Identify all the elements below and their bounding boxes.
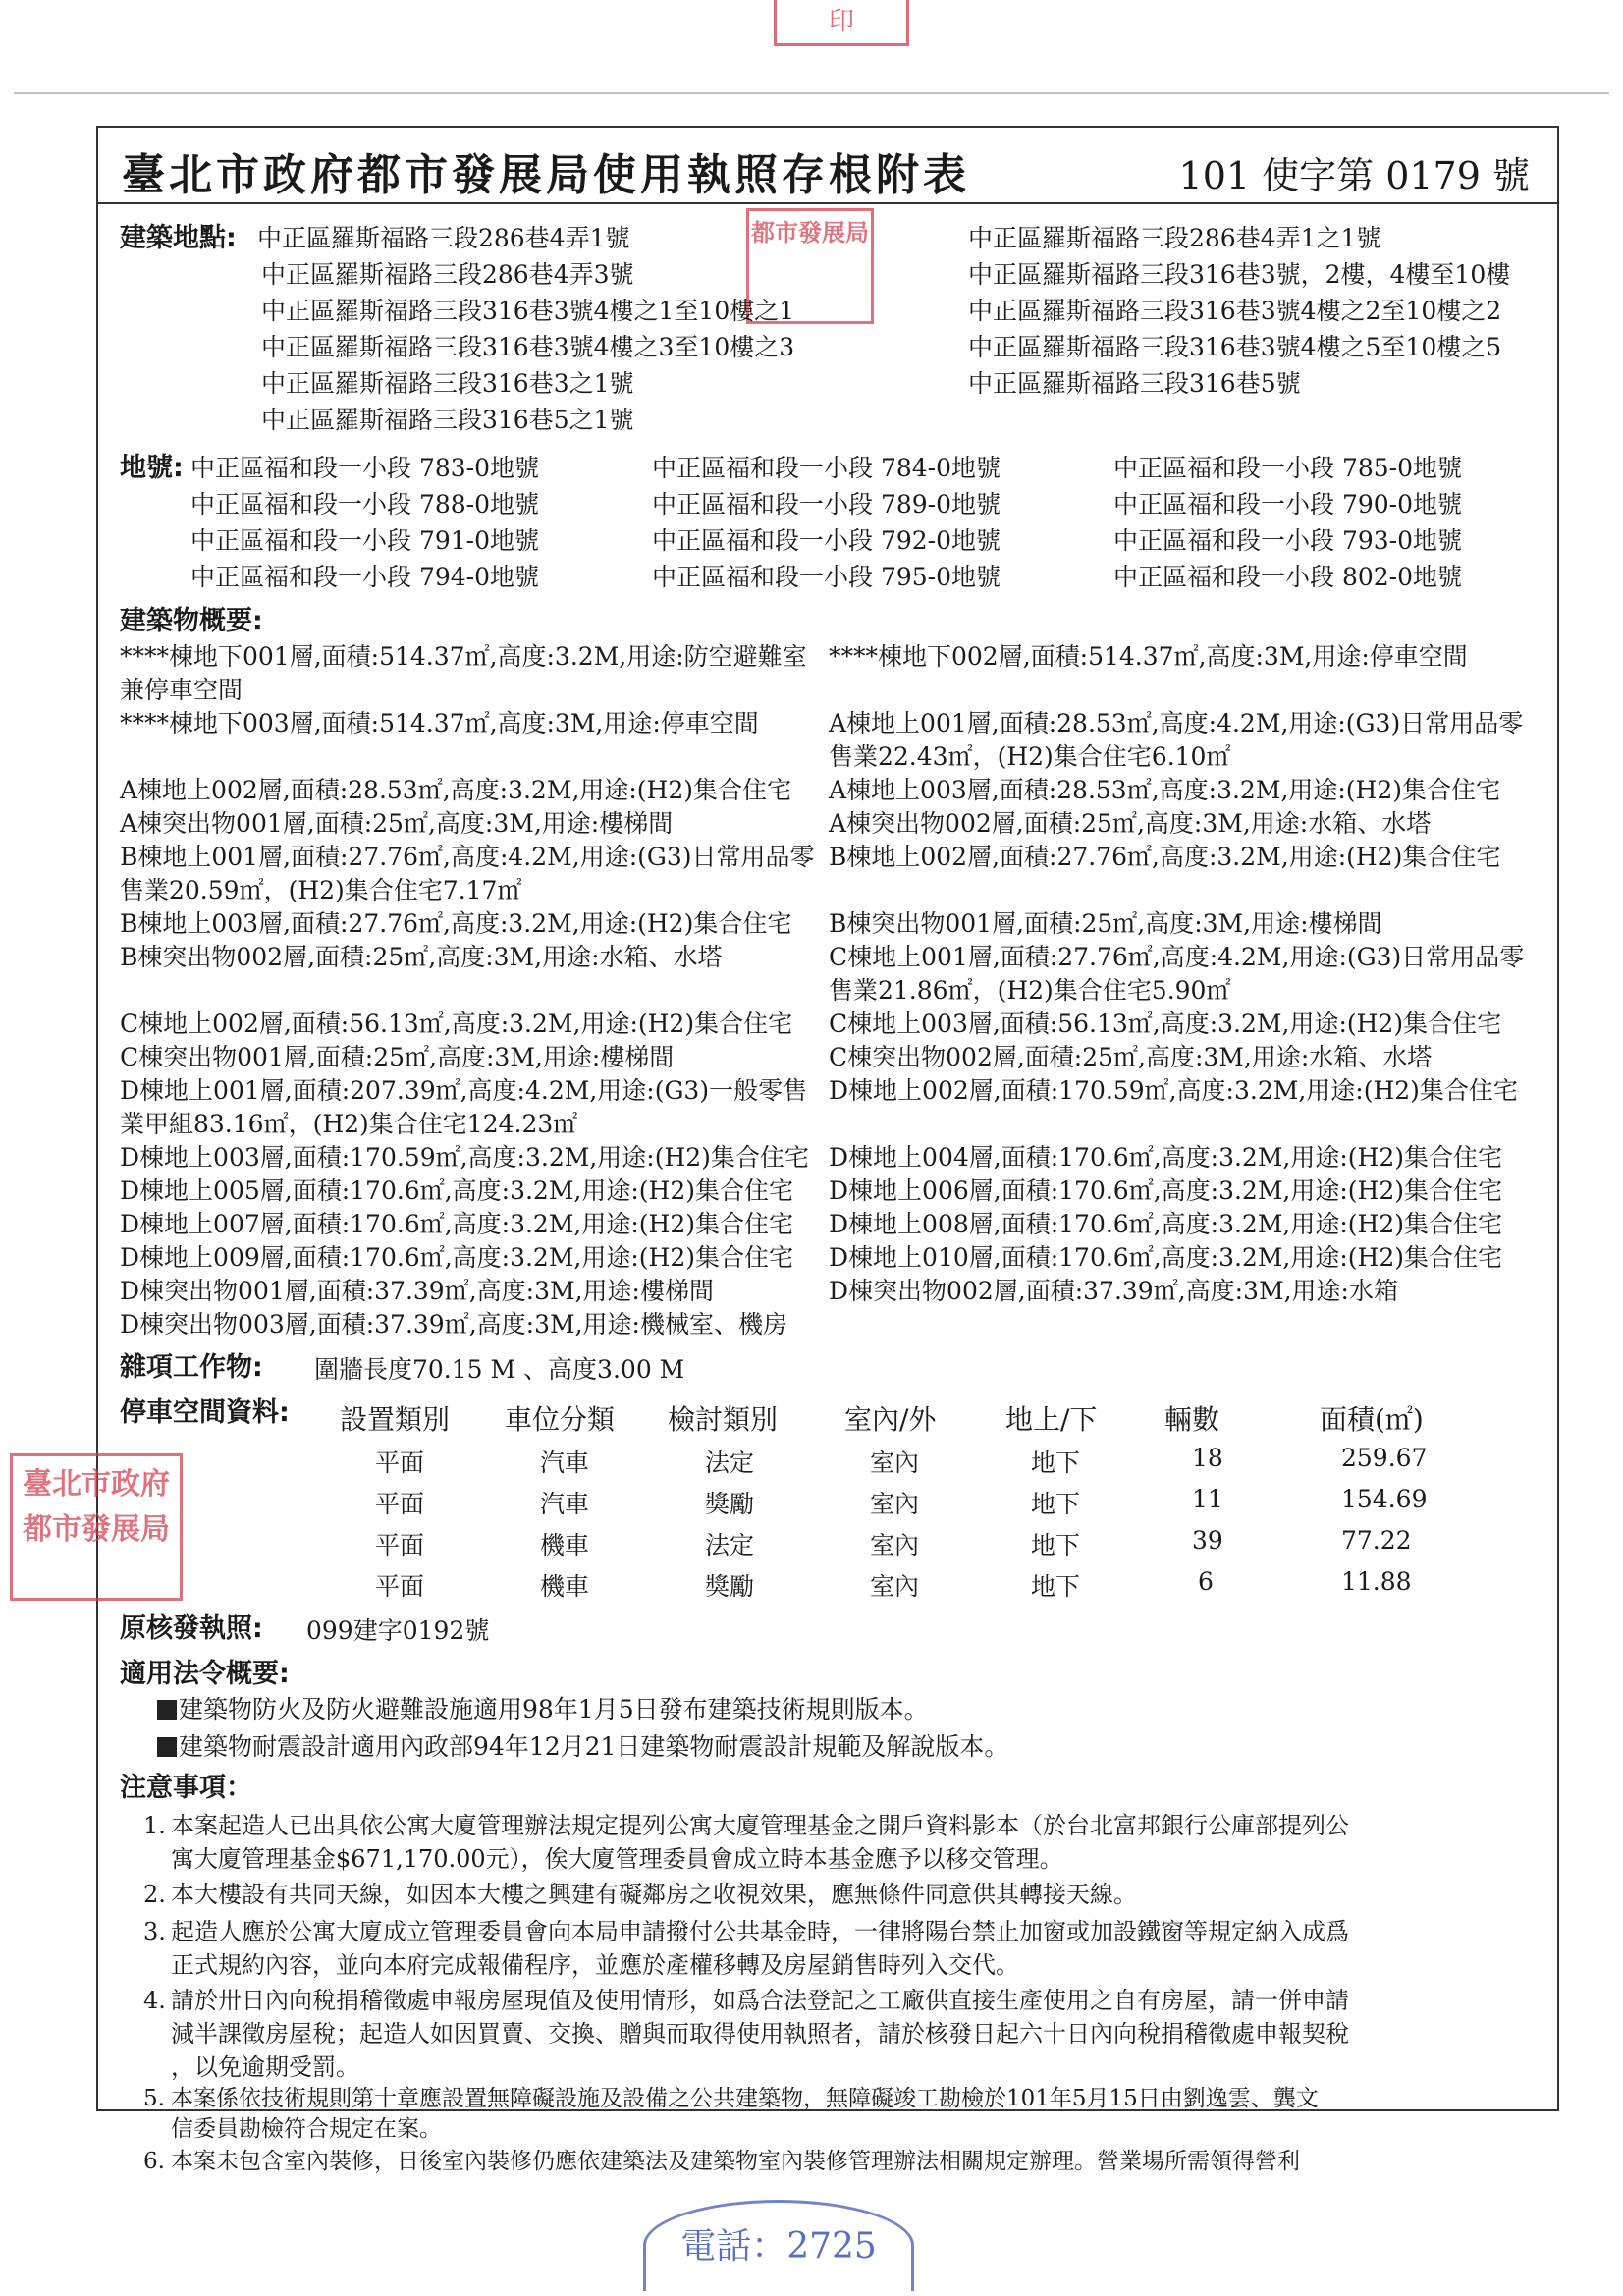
building-entry: A棟地上001層,面積:28.53㎡,高度:4.2M,用途:(G3)日常用品零 bbox=[829, 709, 1524, 738]
table-cell: 平面 bbox=[375, 1531, 425, 1559]
lot-item: 中正區福和段一小段 784-0地號 bbox=[652, 454, 1001, 482]
original-license-value: 099建字0192號 bbox=[306, 1616, 490, 1645]
table-cell: 獎勵 bbox=[705, 1490, 755, 1518]
parking-header: 地上/下 bbox=[1005, 1403, 1098, 1436]
table-cell: 11.88 bbox=[1341, 1567, 1412, 1596]
table-cell: 154.69 bbox=[1341, 1485, 1428, 1513]
building-entry: D棟地上004層,面積:170.6㎡,高度:3.2M,用途:(H2)集合住宅 bbox=[829, 1143, 1503, 1172]
table-cell: 平面 bbox=[375, 1572, 425, 1601]
location-right-2: 中正區羅斯福路三段316巷3號，2樓，4樓至10樓 bbox=[968, 260, 1511, 289]
location-left-4: 中正區羅斯福路三段316巷3號4樓之3至10樓之3 bbox=[261, 333, 795, 361]
note-number: 1. bbox=[143, 1812, 166, 1839]
building-entry: 售業21.86㎡，(H2)集合住宅5.90㎡ bbox=[829, 976, 1231, 1005]
parking-header: 設置類別 bbox=[340, 1403, 451, 1436]
note-number: 2. bbox=[143, 1881, 166, 1908]
table-cell: 259.67 bbox=[1341, 1444, 1428, 1472]
location-left-3: 中正區羅斯福路三段316巷3號4樓之1至10樓之1 bbox=[261, 297, 795, 325]
building-entry: 業甲組83.16㎡，(H2)集合住宅124.23㎡ bbox=[120, 1110, 578, 1138]
location-right-1: 中正區羅斯福路三段286巷4弄1之1號 bbox=[968, 224, 1381, 252]
table-cell: 室內 bbox=[870, 1572, 920, 1601]
location-left-2: 中正區羅斯福路三段286巷4弄3號 bbox=[261, 260, 634, 289]
parking-header: 輛數 bbox=[1164, 1403, 1220, 1436]
lot-item: 中正區福和段一小段 794-0地號 bbox=[190, 563, 540, 591]
parking-label: 停車空間資料: bbox=[120, 1397, 290, 1428]
building-entry: A棟地上002層,面積:28.53㎡,高度:3.2M,用途:(H2)集合住宅 bbox=[120, 776, 792, 804]
building-entry: D棟突出物002層,面積:37.39㎡,高度:3M,用途:水箱 bbox=[829, 1277, 1398, 1305]
note-number: 3. bbox=[143, 1918, 166, 1945]
building-entry: D棟地上003層,面積:170.59㎡,高度:3.2M,用途:(H2)集合住宅 bbox=[120, 1143, 809, 1172]
notes-label: 注意事項： bbox=[120, 1773, 252, 1803]
note-item bbox=[143, 1984, 1557, 2084]
note-line: 本案未包含室內裝修，日後室內裝修仍應依建築法及建築物室內裝修管理辦法相關規定辦理。營業場所需領得營利 bbox=[171, 2149, 1300, 2174]
note-item bbox=[143, 1809, 1557, 1876]
title-bar bbox=[96, 126, 1559, 204]
building-entry: D棟地上010層,面積:170.6㎡,高度:3.2M,用途:(H2)集合住宅 bbox=[829, 1243, 1503, 1272]
lot-item: 中正區福和段一小段 795-0地號 bbox=[652, 563, 1001, 591]
building-entry: D棟地上007層,面積:170.6㎡,高度:3.2M,用途:(H2)集合住宅 bbox=[120, 1210, 794, 1238]
table-cell: 法定 bbox=[705, 1449, 755, 1477]
building-entry: A棟地上003層,面積:28.53㎡,高度:3.2M,用途:(H2)集合住宅 bbox=[829, 776, 1501, 804]
lot-item: 中正區福和段一小段 788-0地號 bbox=[190, 490, 540, 519]
parking-header: 面積(㎡) bbox=[1320, 1403, 1424, 1436]
document-number: 101 使字第 0179 號 bbox=[1178, 154, 1530, 197]
building-entry: A棟突出物001層,面積:25㎡,高度:3M,用途:樓梯間 bbox=[120, 809, 674, 838]
lot-item: 中正區福和段一小段 793-0地號 bbox=[1113, 526, 1463, 555]
location-label: 建築地點: bbox=[120, 223, 237, 253]
location-right-3: 中正區羅斯福路三段316巷3號4樓之2至10樓之2 bbox=[968, 297, 1502, 325]
table-cell: 77.22 bbox=[1341, 1526, 1412, 1555]
table-cell: 室內 bbox=[870, 1449, 920, 1477]
note-number: 5. bbox=[143, 2086, 165, 2111]
table-cell: 地下 bbox=[1031, 1490, 1081, 1518]
lot-item: 中正區福和段一小段 783-0地號 bbox=[190, 454, 540, 482]
table-cell: 18 bbox=[1192, 1444, 1223, 1472]
laws-label: 適用法令概要: bbox=[120, 1659, 290, 1689]
bottom-blue-stamp: 電話：2725 bbox=[643, 2200, 914, 2291]
building-entry: 兼停車空間 bbox=[120, 676, 243, 704]
law-item-text: 建築物防火及防火避難設施適用98年1月5日發布建築技術規則版本。 bbox=[179, 1695, 929, 1723]
note-line: 減半課徵房屋稅；起造人如因買賣、交換、贈與而取得使用執照者，請於核發日起六十日內向稅捐稽徵處申報契稅 bbox=[171, 2020, 1349, 2048]
building-entry: B棟地上003層,面積:27.76㎡,高度:3.2M,用途:(H2)集合住宅 bbox=[120, 909, 792, 938]
building-entry: D棟地上002層,面積:170.59㎡,高度:3.2M,用途:(H2)集合住宅 bbox=[829, 1076, 1518, 1105]
building-entry: D棟突出物003層,面積:37.39㎡,高度:3M,用途:機械室、機房 bbox=[120, 1310, 787, 1339]
table-cell: 獎勵 bbox=[705, 1572, 755, 1601]
note-item bbox=[143, 1915, 1557, 1982]
table-cell: 汽車 bbox=[540, 1490, 590, 1518]
law-item bbox=[157, 1695, 929, 1724]
building-entry: D棟地上006層,面積:170.6㎡,高度:3.2M,用途:(H2)集合住宅 bbox=[829, 1176, 1503, 1205]
note-line: ，以免逾期受罰。 bbox=[171, 2053, 359, 2081]
table-cell: 室內 bbox=[870, 1490, 920, 1518]
note-line: 正式規約內容，並向本府完成報備程序，並應於產權移轉及房屋銷售時列入交代。 bbox=[171, 1951, 1019, 1979]
building-entry: B棟地上002層,面積:27.76㎡,高度:3.2M,用途:(H2)集合住宅 bbox=[829, 843, 1501, 871]
parking-header: 檢討類別 bbox=[668, 1403, 779, 1436]
location-right-5: 中正區羅斯福路三段316巷5號 bbox=[968, 369, 1301, 398]
building-entry: D棟地上009層,面積:170.6㎡,高度:3.2M,用途:(H2)集合住宅 bbox=[120, 1243, 794, 1272]
note-item bbox=[143, 2084, 1557, 2145]
note-number: 6. bbox=[143, 2149, 165, 2174]
building-entry: B棟突出物002層,面積:25㎡,高度:3M,用途:水箱、水塔 bbox=[120, 943, 723, 971]
building-entry: D棟地上008層,面積:170.6㎡,高度:3.2M,用途:(H2)集合住宅 bbox=[829, 1210, 1503, 1238]
misc-value: 圍牆長度70.15 M 、高度3.00 M bbox=[314, 1355, 685, 1384]
note-line: 本大樓設有共同天線，如因本大樓之興建有礙鄰房之收視效果，應無條件同意供其轉接天線。 bbox=[171, 1881, 1137, 1908]
building-entry: C棟突出物001層,面積:25㎡,高度:3M,用途:樓梯間 bbox=[120, 1043, 675, 1071]
table-cell: 機車 bbox=[540, 1531, 590, 1559]
lot-item: 中正區福和段一小段 790-0地號 bbox=[1113, 490, 1463, 519]
lot-item: 中正區福和段一小段 791-0地號 bbox=[190, 526, 540, 555]
square-bullet-icon bbox=[157, 1737, 177, 1757]
lot-label: 地號: bbox=[120, 453, 184, 483]
building-entry: 售業22.43㎡，(H2)集合住宅6.10㎡ bbox=[829, 742, 1231, 771]
parking-header: 室內/外 bbox=[844, 1403, 937, 1436]
building-label: 建築物概要: bbox=[120, 606, 263, 636]
left-margin-seal: 臺北市政府都市發展局 bbox=[10, 1453, 183, 1601]
building-entry: D棟地上001層,面積:207.39㎡,高度:4.2M,用途:(G3)一般零售 bbox=[120, 1076, 808, 1105]
note-line: 寓大廈管理基金$671,170.00元），俟大廈管理委員會成立時本基金應予以移交管理。 bbox=[171, 1845, 1063, 1873]
top-divider-line bbox=[14, 92, 1609, 94]
table-cell: 室內 bbox=[870, 1531, 920, 1559]
building-entry: C棟突出物002層,面積:25㎡,高度:3M,用途:水箱、水塔 bbox=[829, 1043, 1433, 1071]
misc-label: 雜項工作物: bbox=[120, 1352, 263, 1383]
table-cell: 6 bbox=[1198, 1567, 1214, 1596]
table-cell: 11 bbox=[1192, 1485, 1223, 1513]
table-cell: 機車 bbox=[540, 1572, 590, 1601]
building-entry: ****棟地下002層,面積:514.37㎡,高度:3M,用途:停車空間 bbox=[829, 642, 1468, 671]
original-license-label: 原核發執照: bbox=[120, 1613, 263, 1644]
building-entry: C棟地上002層,面積:56.13㎡,高度:3.2M,用途:(H2)集合住宅 bbox=[120, 1010, 793, 1038]
note-line: 本案係依技術規則第十章應設置無障礙設施及設備之公共建築物，無障礙竣工勘檢於101年5月15日由劉逸雲、龔文 bbox=[171, 2086, 1319, 2111]
table-cell: 平面 bbox=[375, 1449, 425, 1477]
table-cell: 法定 bbox=[705, 1531, 755, 1559]
building-entry: C棟地上003層,面積:56.13㎡,高度:3.2M,用途:(H2)集合住宅 bbox=[829, 1010, 1502, 1038]
note-line: 信委員勘檢符合規定在案。 bbox=[171, 2116, 442, 2142]
table-cell: 39 bbox=[1192, 1526, 1223, 1555]
lot-item: 中正區福和段一小段 785-0地號 bbox=[1113, 454, 1463, 482]
lot-item: 中正區福和段一小段 789-0地號 bbox=[652, 490, 1001, 519]
note-line: 起造人應於公寓大廈成立管理委員會向本局申請撥付公共基金時，一律將陽台禁止加窗或加設鐵窗等規定納入成爲 bbox=[171, 1918, 1349, 1945]
law-item bbox=[157, 1732, 1008, 1762]
red-seal-stamp: 都市發展局 bbox=[746, 208, 874, 324]
table-cell: 地下 bbox=[1031, 1572, 1081, 1601]
building-entry: B棟突出物001層,面積:25㎡,高度:3M,用途:樓梯間 bbox=[829, 909, 1382, 938]
lot-item: 中正區福和段一小段 792-0地號 bbox=[652, 526, 1001, 555]
building-entry: A棟突出物002層,面積:25㎡,高度:3M,用途:水箱、水塔 bbox=[829, 809, 1432, 838]
page-title: 臺北市政府都市發展局使用執照存根附表 bbox=[122, 150, 970, 200]
building-entry: D棟地上005層,面積:170.6㎡,高度:3.2M,用途:(H2)集合住宅 bbox=[120, 1176, 794, 1205]
parking-header: 車位分類 bbox=[505, 1403, 616, 1436]
location-left-1: 中正區羅斯福路三段286巷4弄1號 bbox=[257, 224, 630, 252]
top-red-stamp: 印 bbox=[774, 0, 909, 46]
building-entry: D棟突出物001層,面積:37.39㎡,高度:3M,用途:樓梯間 bbox=[120, 1277, 714, 1305]
table-cell: 平面 bbox=[375, 1490, 425, 1518]
table-cell: 地下 bbox=[1031, 1449, 1081, 1477]
law-item-text: 建築物耐震設計適用內政部94年12月21日建築物耐震設計規範及解說版本。 bbox=[179, 1732, 1009, 1761]
building-entry: 售業20.59㎡，(H2)集合住宅7.17㎡ bbox=[120, 876, 522, 904]
note-line: 請於卅日內向稅捐稽徵處申報房屋現值及使用情形，如爲合法登記之工廠供直接生產使用之自有房屋，請一併申請 bbox=[171, 1987, 1349, 2014]
location-right-4: 中正區羅斯福路三段316巷3號4樓之5至10樓之5 bbox=[968, 333, 1502, 361]
note-item bbox=[143, 2147, 1557, 2177]
location-left-6: 中正區羅斯福路三段316巷5之1號 bbox=[261, 406, 634, 434]
note-item bbox=[143, 1878, 1557, 1911]
building-entry: ****棟地下001層,面積:514.37㎡,高度:3.2M,用途:防空避難室 bbox=[120, 642, 807, 671]
lot-item: 中正區福和段一小段 802-0地號 bbox=[1113, 563, 1463, 591]
building-entry: C棟地上001層,面積:27.76㎡,高度:4.2M,用途:(G3)日常用品零 bbox=[829, 943, 1525, 971]
square-bullet-icon bbox=[157, 1700, 177, 1720]
location-left-5: 中正區羅斯福路三段316巷3之1號 bbox=[261, 369, 634, 398]
note-line: 本案起造人已出具依公寓大廈管理辦法規定提列公寓大廈管理基金之開戶資料影本（於台北富邦銀行公庫部提列公 bbox=[171, 1812, 1349, 1839]
building-entry: B棟地上001層,面積:27.76㎡,高度:4.2M,用途:(G3)日常用品零 bbox=[120, 843, 815, 871]
building-entry: ****棟地下003層,面積:514.37㎡,高度:3M,用途:停車空間 bbox=[120, 709, 759, 738]
table-cell: 汽車 bbox=[540, 1449, 590, 1477]
table-cell: 地下 bbox=[1031, 1531, 1081, 1559]
note-number: 4. bbox=[143, 1987, 166, 2014]
